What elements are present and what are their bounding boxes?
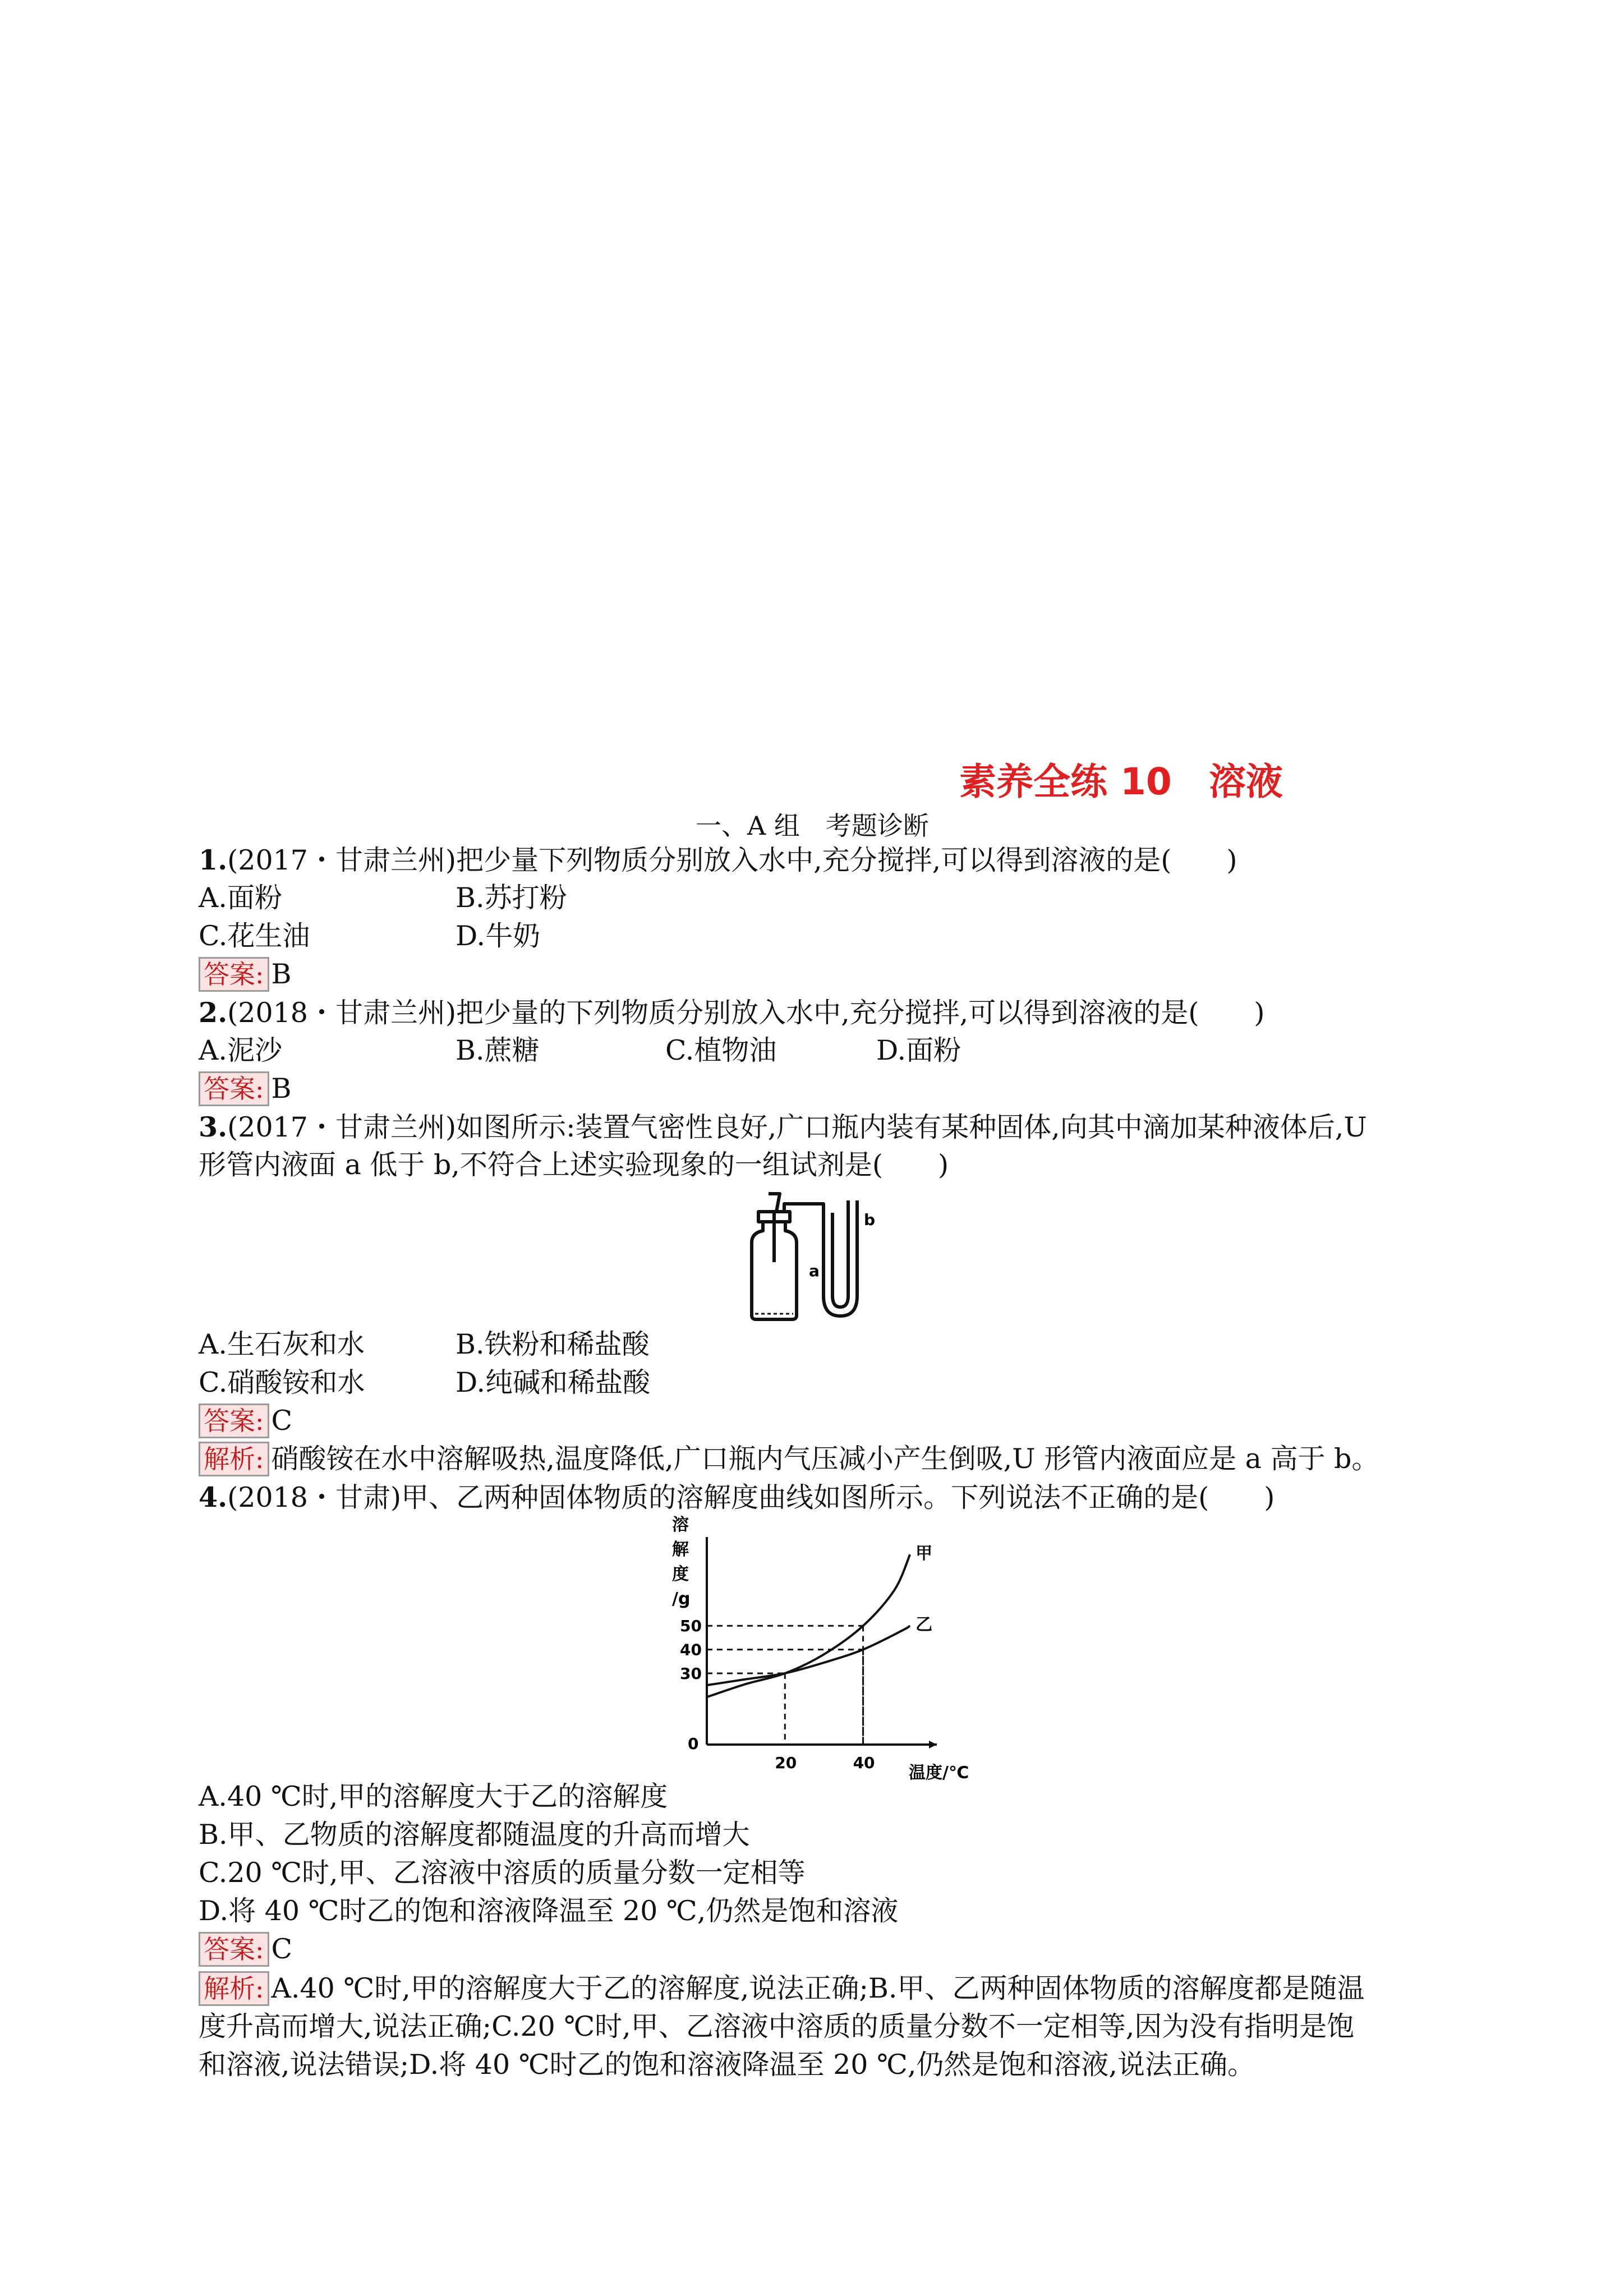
analysis-text: A.40 ℃时,甲的溶解度大于乙的溶解度,说法正确;B.甲、乙两种固体物质的溶解度都是随温 <box>271 1972 1365 2004</box>
option-a: A.泥沙 <box>199 1034 282 1066</box>
option-d: D.将 40 ℃时乙的饱和溶液降温至 20 ℃,仍然是饱和溶液 <box>199 1895 899 1927</box>
answer-label: 答案: <box>199 1404 269 1438</box>
option-c: C.花生油 <box>199 920 310 952</box>
option-a: A.生石灰和水 <box>199 1328 365 1360</box>
x-axis-arrow <box>929 1741 937 1749</box>
series-line-2 <box>707 1626 910 1685</box>
question-2 <box>199 994 1264 1032</box>
option-c: C.植物油 <box>665 1034 777 1066</box>
solubility-chart <box>662 1515 976 1784</box>
option-d: D.牛奶 <box>456 920 541 952</box>
answer-value: B <box>271 1073 292 1105</box>
section-heading: 一、A 组 考题诊断 <box>696 811 929 841</box>
y-tick-label: 40 <box>680 1640 702 1659</box>
option-a: A.面粉 <box>199 882 282 914</box>
apparatus-figure <box>729 1189 920 1329</box>
answer-value: C <box>271 1933 292 1965</box>
answer-label: 答案: <box>199 957 269 992</box>
analysis-label: 解析: <box>199 1442 269 1476</box>
x-axis-label: 温度/℃ <box>909 1763 969 1783</box>
analysis-label: 解析: <box>199 1971 269 2006</box>
option-b: B.甲、乙物质的溶解度都随温度的升高而增大 <box>199 1819 750 1851</box>
option-c: C.硝酸铵和水 <box>199 1366 365 1398</box>
series-label: 甲 <box>915 1544 933 1564</box>
answer-value: C <box>271 1405 292 1437</box>
series-label: 乙 <box>915 1615 933 1635</box>
question-stem: (2017・甘肃兰州)如图所示:装置气密性良好,广口瓶内装有某种固体,向其中滴加某种液体后,U <box>227 1111 1367 1143</box>
analysis-text-cont: 和溶液,说法错误;D.将 40 ℃时乙的饱和溶液降温至 20 ℃,仍然是饱和溶液,说法正确。 <box>199 2049 1255 2081</box>
origin-label: 0 <box>688 1734 699 1753</box>
question-4 <box>199 1479 1275 1516</box>
question-number: 3. <box>199 1111 228 1143</box>
question-stem: (2017・甘肃兰州)把少量下列物质分别放入水中,充分搅拌,可以得到溶液的是( ) <box>227 844 1237 876</box>
x-tick-label: 20 <box>775 1754 797 1772</box>
y-axis-label: 解 <box>672 1540 689 1559</box>
analysis-row <box>199 1441 1379 1478</box>
answer-label: 答案: <box>199 1071 269 1106</box>
answer-label: 答案: <box>199 1932 269 1967</box>
option-b: B.蔗糖 <box>456 1034 540 1066</box>
label-b: b <box>864 1211 876 1229</box>
question-number: 2. <box>199 996 228 1029</box>
y-tick-label: 50 <box>680 1617 702 1636</box>
question-number: 4. <box>199 1481 228 1513</box>
option-c: C.20 ℃时,甲、乙溶液中溶质的质量分数一定相等 <box>199 1857 806 1889</box>
answer-row <box>199 1402 292 1439</box>
question-stem-cont: 形管内液面 a 低于 b,不符合上述实验现象的一组试剂是( ) <box>199 1149 949 1181</box>
y-axis-label: 度 <box>672 1565 689 1584</box>
question-stem: (2018・甘肃)甲、乙两种固体物质的溶解度曲线如图所示。下列说法不正确的是( ) <box>227 1481 1275 1513</box>
option-b: B.苏打粉 <box>456 882 567 914</box>
label-a: a <box>809 1262 820 1280</box>
answer-row <box>199 1931 292 1968</box>
question-stem: (2018・甘肃兰州)把少量的下列物质分别放入水中,充分搅拌,可以得到溶液的是( ) <box>227 997 1265 1029</box>
x-tick-label: 40 <box>853 1754 875 1772</box>
answer-row <box>199 1070 292 1107</box>
y-tick-label: 30 <box>680 1664 702 1683</box>
page-title: 素养全练 10 溶液 <box>959 760 1283 803</box>
answer-value: B <box>271 958 292 990</box>
option-a: A.40 ℃时,甲的溶解度大于乙的溶解度 <box>199 1780 668 1812</box>
y-axis-label: 溶 <box>672 1515 689 1535</box>
analysis-text-cont: 度升高而增大,说法正确;C.20 ℃时,甲、乙溶液中溶质的质量分数不一定相等,因为没有指明是饱 <box>199 2010 1355 2042</box>
question-1 <box>199 841 1237 879</box>
question-3 <box>199 1108 1367 1146</box>
option-d: D.面粉 <box>876 1034 961 1066</box>
option-d: D.纯碱和稀盐酸 <box>456 1366 651 1398</box>
option-b: B.铁粉和稀盐酸 <box>456 1328 650 1360</box>
y-axis-label: /g <box>672 1589 691 1609</box>
analysis-row <box>199 1970 1364 2007</box>
answer-row <box>199 956 292 993</box>
analysis-text: 硝酸铵在水中溶解吸热,温度降低,广口瓶内气压减小产生倒吸,U 形管内液面应是 a 高于 b。 <box>271 1443 1379 1475</box>
question-number: 1. <box>199 844 228 876</box>
